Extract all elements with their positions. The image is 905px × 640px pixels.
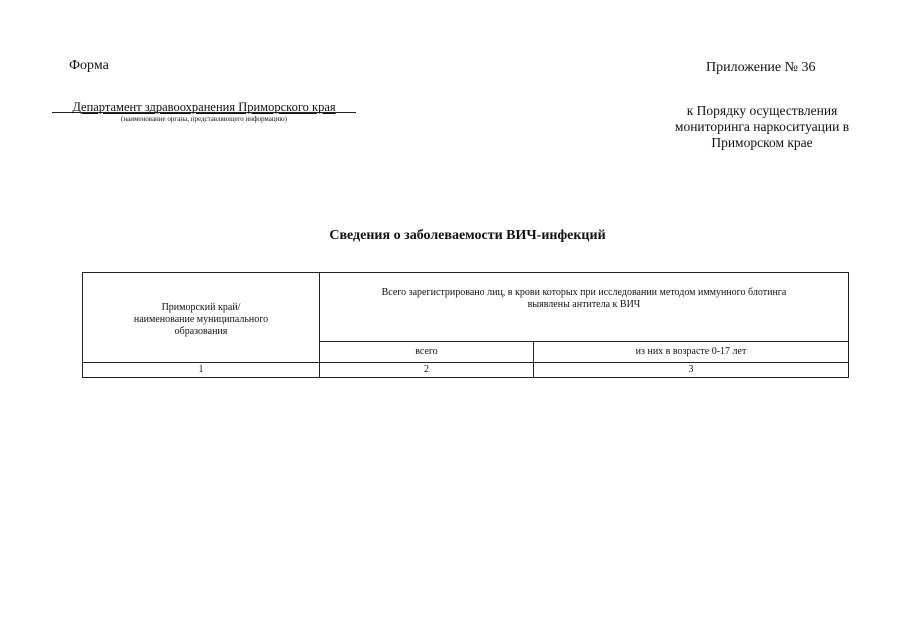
department-block: [52, 100, 356, 123]
appendix-reference: [660, 103, 864, 151]
region-header-line-2: наименование муниципального: [133, 313, 269, 325]
column-number-row: [83, 363, 849, 378]
column-number-3: 3: [534, 363, 849, 378]
registered-persons-group-header: [320, 273, 849, 342]
appendix-reference-line-1: к Порядку осуществления: [686, 103, 838, 118]
table-header-row: [83, 273, 849, 342]
total-column-header: всего: [320, 342, 534, 363]
appendix-reference-line-2: мониторинга наркоситуации в: [674, 119, 850, 134]
form-label: Форма: [69, 58, 109, 73]
document-title: Сведения о заболеваемости ВИЧ-инфекций: [329, 228, 606, 243]
column-number-2: 2: [320, 363, 534, 378]
department-name: Департамент здравоохранения Приморского края: [72, 100, 336, 114]
report-table: [82, 272, 849, 378]
department-caption: (наименование органа, представляющего информацию): [121, 115, 287, 123]
region-column-header: [83, 273, 320, 363]
region-header-line-1: Приморский край/: [161, 301, 241, 313]
group-header-line-1: Всего зарегистрировано лиц, в крови которых при исследовании методом иммунного блотинга: [381, 287, 787, 298]
column-number-1: 1: [83, 363, 320, 378]
appendix-reference-line-3: Приморском крае: [711, 135, 813, 150]
group-header-line-2: выявлены антитела к ВИЧ: [527, 299, 641, 310]
age-0-17-column-header: из них в возрасте 0-17 лет: [534, 342, 849, 363]
appendix-title: Приложение № 36: [706, 60, 816, 75]
region-header-line-3: образования: [174, 325, 228, 337]
